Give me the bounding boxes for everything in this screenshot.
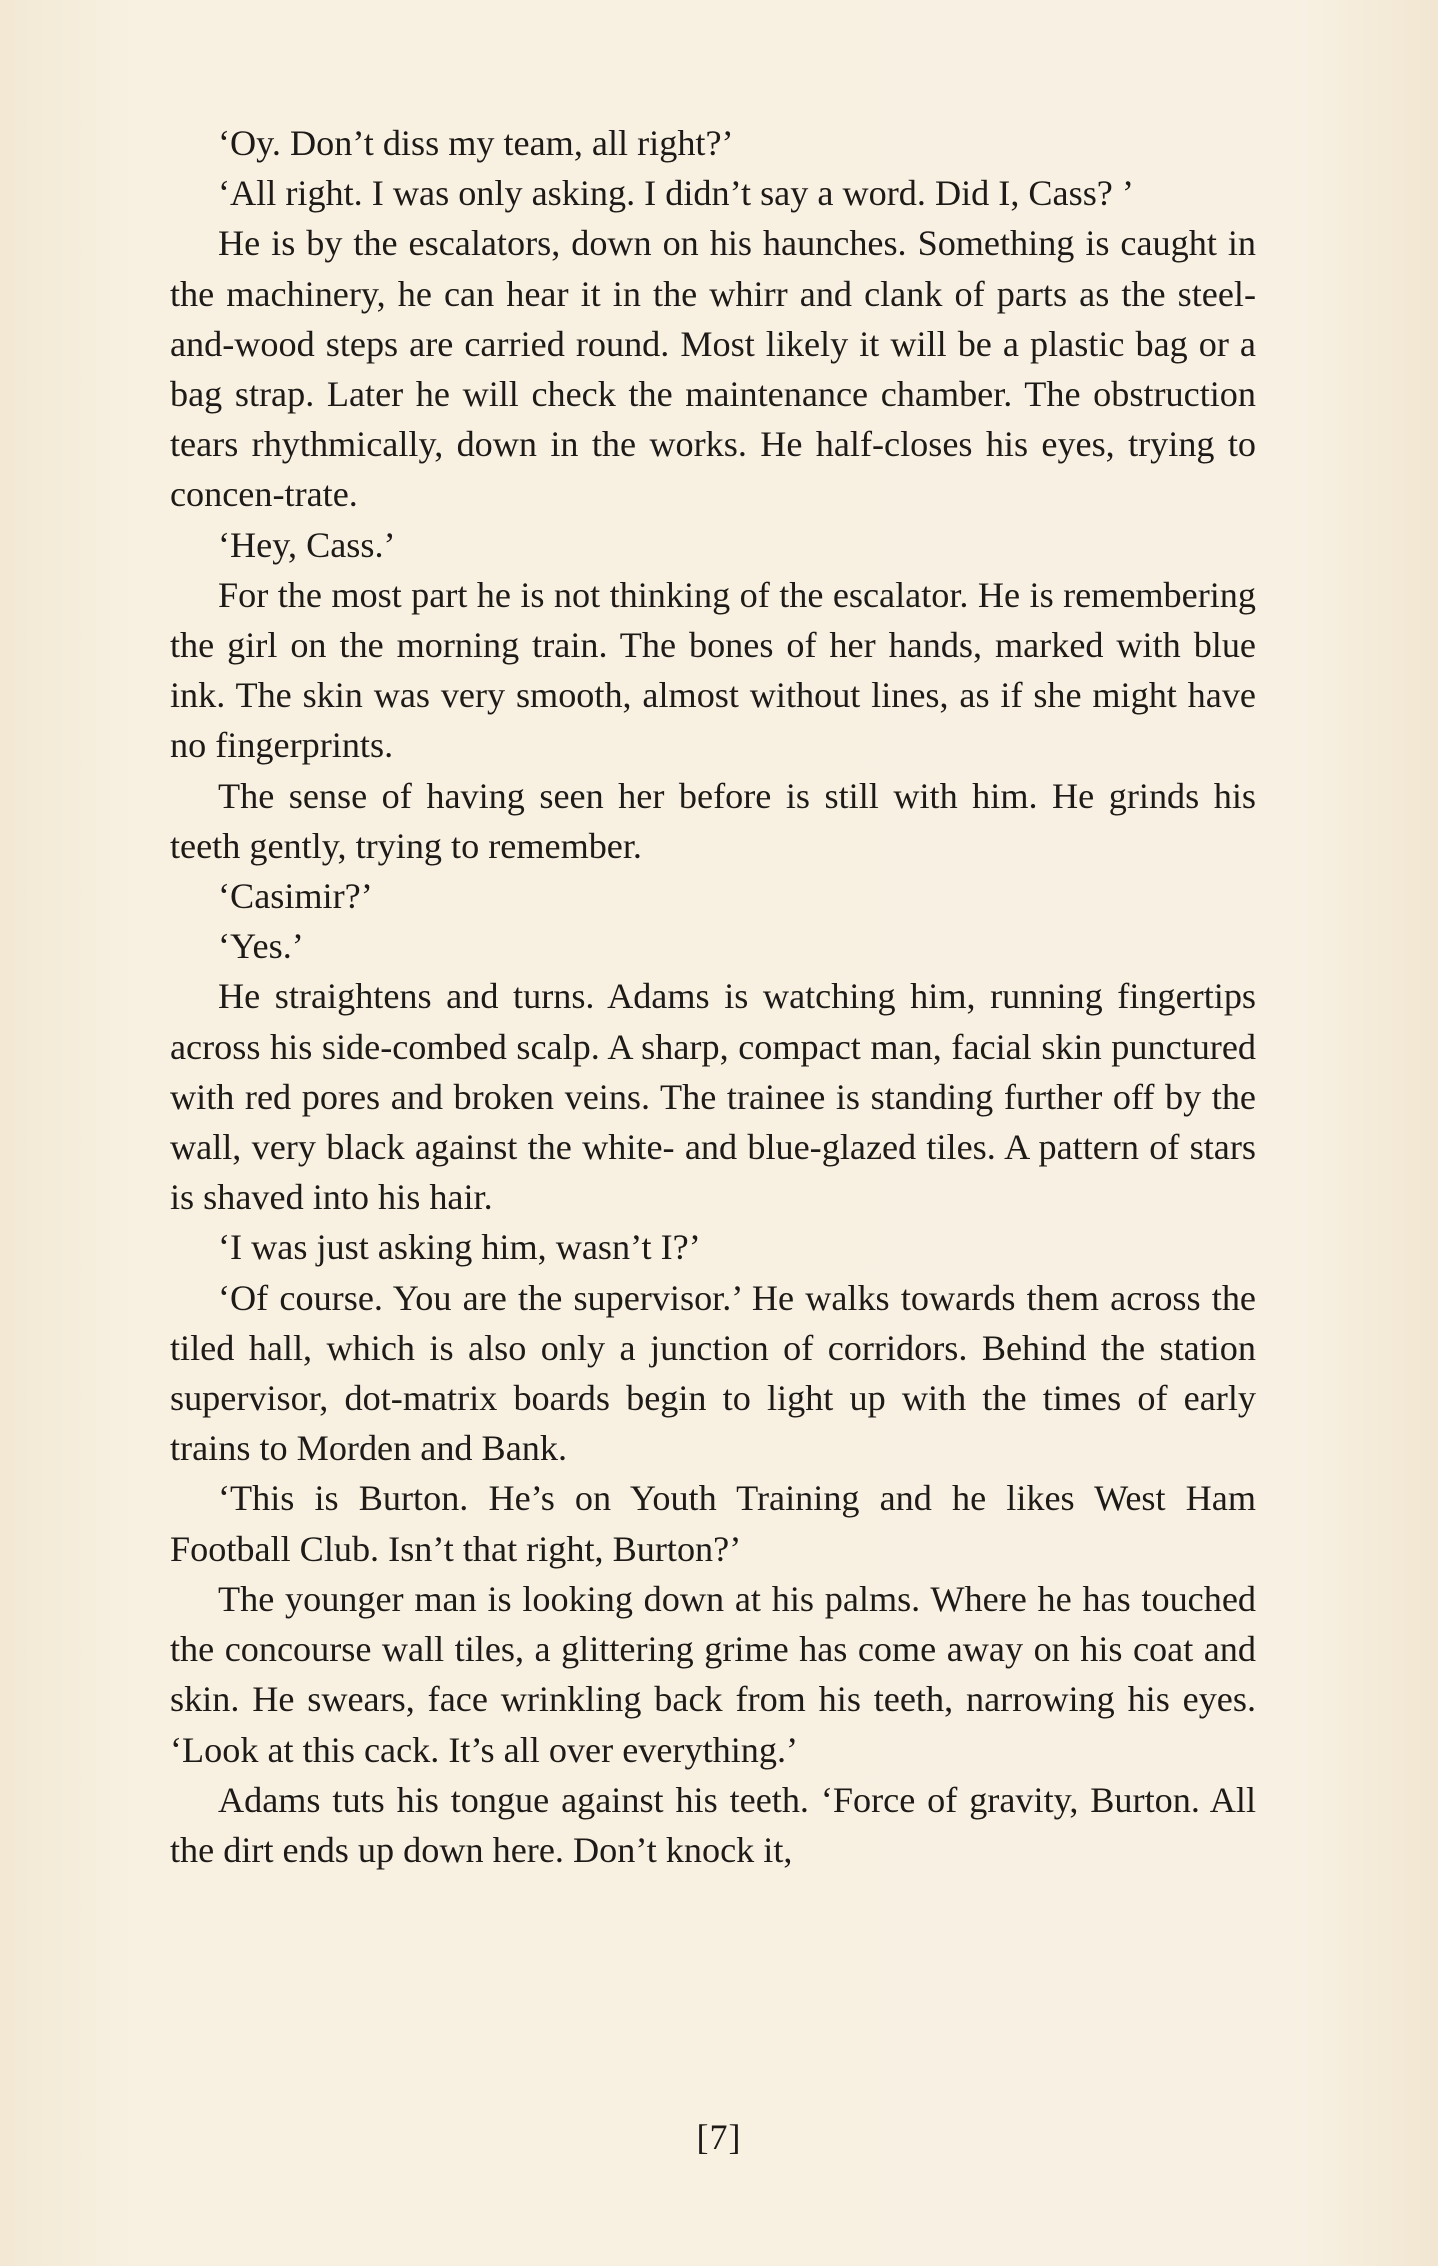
page-number: [7] [696, 2117, 742, 2157]
paragraph: ‘Hey, Cass.’ [218, 524, 396, 565]
paragraph: The sense of having seen her before is still with him. He grinds his teeth gently, trying to remember. [170, 775, 1256, 866]
paragraph: For the most part he is not thinking of the escalator. He is remembering the girl on the morning train. The bones of her hands, marked with blue ink. The skin was very smooth, almost without lines, as if she might have no fingerprints. [170, 574, 1256, 766]
paragraph: ‘Casimir?’ [218, 876, 373, 917]
paragraph: He straightens and turns. Adams is watching him, running fingertips across his side-combed scalp. A sharp, compact man, facial skin punctured with red pores and broken veins. The trainee is standing further off by the wall, very black against the white- and blue-glazed tiles. A pattern of stars is shaved into his hair. [170, 976, 1256, 1218]
paragraph: The younger man is looking down at his palms. Where he has touched the concourse wall tiles, a glittering grime has come away on his coat and skin. He swears, face wrinkling back from his teeth, narrowing his eyes. ‘Look at this cack. It’s all over everything.’ [170, 1578, 1256, 1770]
body-text [170, 118, 1256, 1875]
paragraph: ‘I was just asking him, wasn’t I?’ [218, 1227, 701, 1268]
paragraph: ‘This is Burton. He’s on Youth Training and he likes West Ham Football Club. Isn’t that right, Burton?’ [170, 1478, 1256, 1569]
paragraph: Adams tuts his tongue against his teeth. ‘Force of gravity, Burton. All the dirt ends up down here. Don’t knock it, [170, 1779, 1256, 1870]
paragraph: He is by the escalators, down on his haunches. Something is caught in the machinery, he can hear it in the whirr and clank of parts as the steel-and-wood steps are carried round. Most likely it will be a plastic bag or a bag strap. Later he will check the maintenance chamber. The obstruction tears rhythmically, down in the works. He half-closes his eyes, trying to concen-trate. [170, 223, 1256, 515]
paragraph: ‘Yes.’ [218, 926, 304, 967]
paragraph: ‘All right. I was only asking. I didn’t say a word. Did I, Cass? ’ [218, 173, 1134, 214]
paragraph: ‘Of course. You are the supervisor.’ He walks towards them across the tiled hall, which is also only a junction of corridors. Behind the station supervisor, dot-matrix boards begin to light up with the times of early trains to Morden and Bank. [170, 1277, 1256, 1469]
paragraph: ‘Oy. Don’t diss my team, all right?’ [218, 123, 734, 163]
